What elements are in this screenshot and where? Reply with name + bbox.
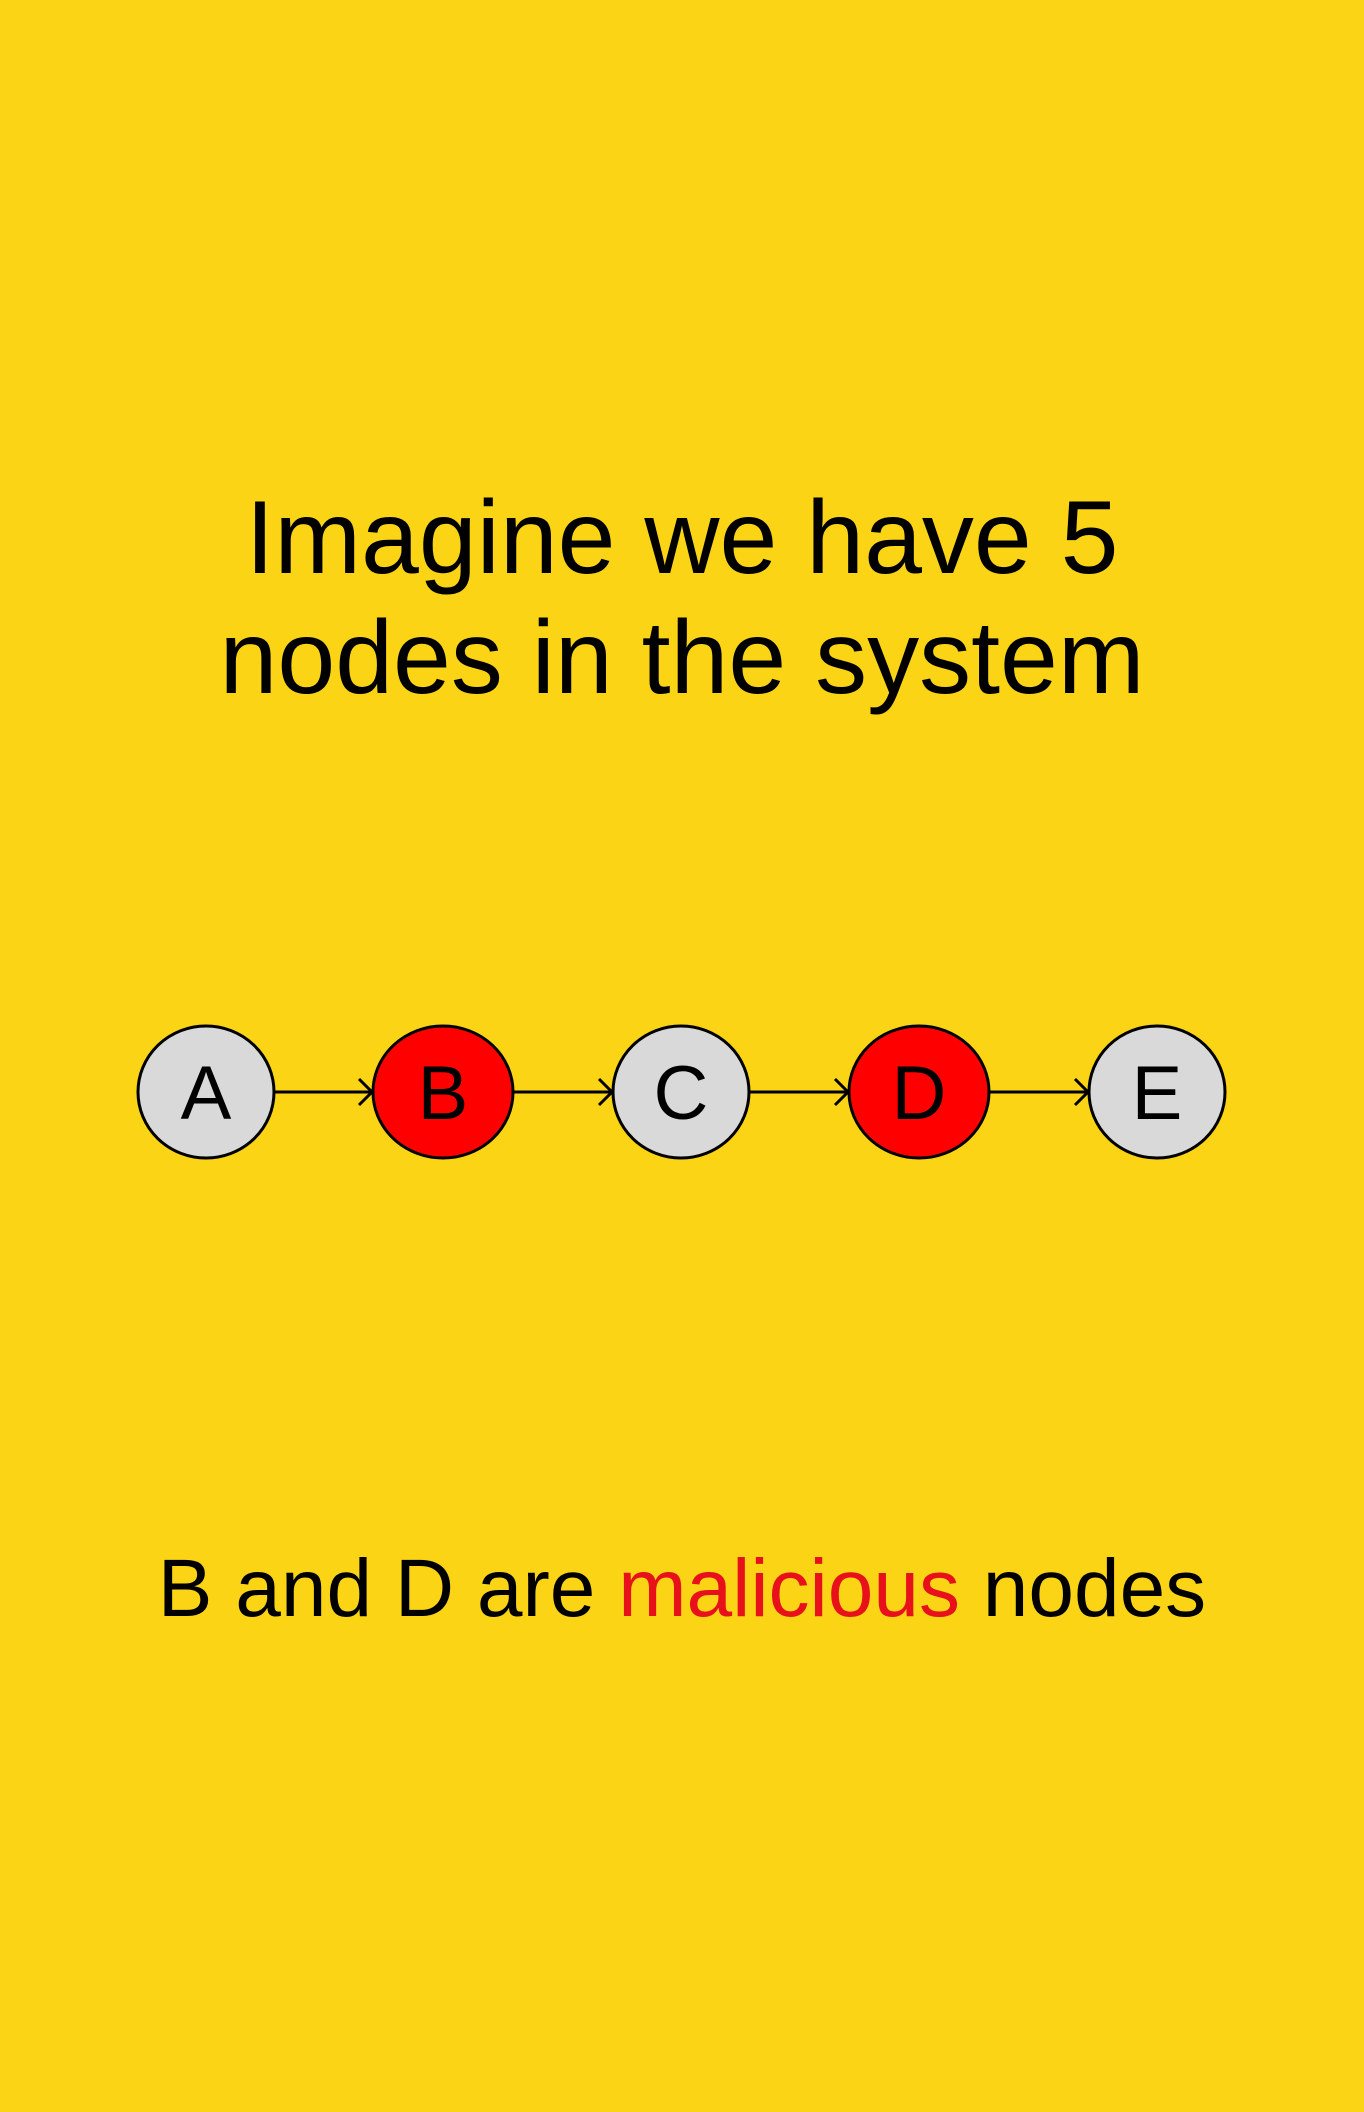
edge-b-c xyxy=(513,1079,612,1105)
node-b xyxy=(373,1026,513,1158)
node-label: C xyxy=(653,1051,709,1136)
edge-a-b xyxy=(274,1079,372,1105)
edge-c-d xyxy=(749,1079,848,1105)
caption-suffix: nodes xyxy=(982,1543,1207,1634)
node-d xyxy=(849,1026,989,1158)
headline-line-1: Imagine we have 5 xyxy=(245,480,1119,596)
node-label: E xyxy=(1131,1051,1183,1136)
node-label: A xyxy=(180,1051,232,1136)
caption-prefix: B and D are xyxy=(157,1543,596,1634)
caption-highlight: malicious xyxy=(618,1543,960,1634)
node-e xyxy=(1089,1026,1225,1158)
edge-d-e xyxy=(989,1079,1088,1105)
headline-line-2: nodes in the system xyxy=(219,600,1145,716)
node-c xyxy=(613,1026,749,1158)
node-a xyxy=(138,1026,274,1158)
caption xyxy=(0,1544,1364,1634)
node-label: D xyxy=(891,1051,947,1136)
node-label: B xyxy=(417,1051,469,1136)
